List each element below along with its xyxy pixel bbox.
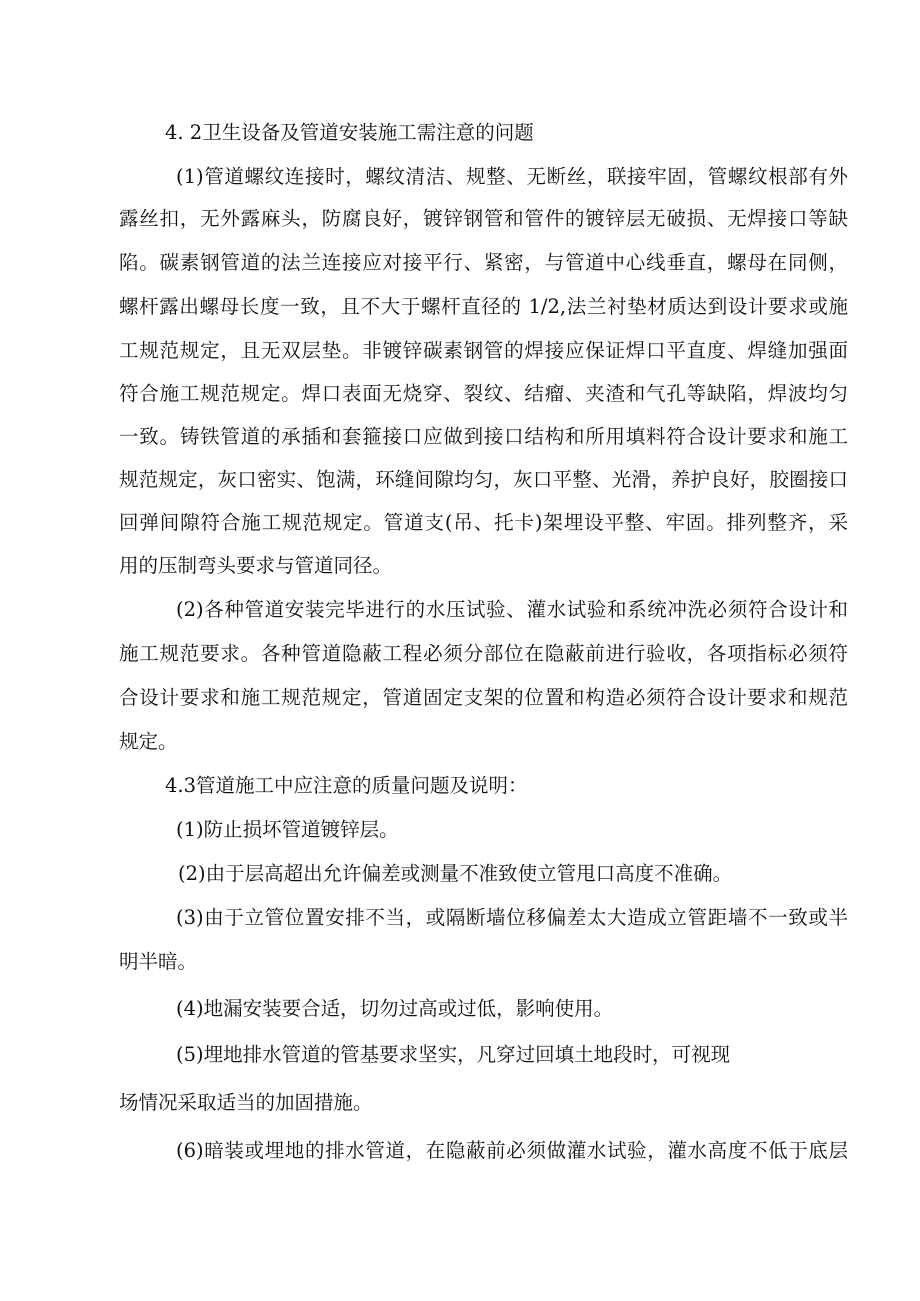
section-heading-4-3: 4.3管道施工中应注意的质量问题及说明： (165, 774, 528, 797)
paragraph-line: 露丝扣，无外露麻头，防腐良好，镀锌钢管和管件的镀锌层无破损、无焊接口等缺 (119, 207, 848, 230)
section-heading-4-2: 4. 2卫生设备及管道安装施工需注意的问题 (165, 121, 534, 144)
list-item: (3)由于立管位置安排不当，或隔断墙位移偏差太大造成立管距墙不一致或半 (176, 906, 848, 929)
paragraph-line: 工规范规定，且无双层垫。非镀锌碳素钢管的焊接应保证焊口平直度、焊缝加强面 (119, 339, 848, 362)
paragraph-line: 规范规定，灰口密实、饱满，环缝间隙均匀，灰口平整、光滑，养护良好，胶圈接口 (119, 468, 848, 491)
list-item-continuation: 明半暗。 (119, 950, 198, 973)
paragraph-line: 符合施工规范规定。焊口表面无烧穿、裂纹、结瘤、夹渣和气孔等缺陷，焊波均匀 (119, 382, 848, 405)
paragraph-line: 一致。铸铁管道的承插和套箍接口应做到接口结构和所用填料符合设计要求和施工 (119, 425, 848, 448)
paragraph-line: 螺杆露出螺母长度一致，且不大于螺杆直径的 1/2,法兰衬垫材质达到设计要求或施 (119, 295, 848, 318)
list-item: (6)暗装或埋地的排水管道，在隐蔽前必须做灌水试验，灌水高度不低于底层 (176, 1139, 848, 1162)
paragraph-line: (1)管道螺纹连接时，螺纹清洁、规整、无断丝，联接牢固，管螺纹根部有外 (176, 165, 848, 188)
paragraph-line: 用的压制弯头要求与管道同径。 (119, 554, 393, 577)
paragraph-line: 规定。 (119, 730, 178, 753)
paragraph-line: (2)各种管道安装完毕进行的水压试验、灌水试验和系统冲洗必须符合设计和 (176, 598, 848, 621)
paragraph-line: 陷。碳素钢管道的法兰连接应对接平行、紧密，与管道中心线垂直，螺母在同侧， (119, 251, 848, 274)
list-item: (2)由于层高超出允许偏差或测量不准致使立管甩口高度不准确。 (178, 862, 733, 885)
list-item-continuation: 场情况采取适当的加固措施。 (119, 1091, 373, 1114)
paragraph-line: 合设计要求和施工规范规定，管道固定支架的位置和构造必须符合设计要求和规范 (119, 686, 848, 709)
paragraph-line: 回弹间隙符合施工规范规定。管道支(吊、托卡)架埋设平整、牢固。排列整齐，采 (119, 511, 848, 534)
list-item: (5)埋地排水管道的管基要求坚实，凡穿过回填土地段时，可视现 (176, 1043, 731, 1066)
list-item: (1)防止损坏管道镀锌层。 (176, 818, 399, 841)
paragraph-line: 施工规范要求。各种管道隐蔽工程必须分部位在隐蔽前进行验收，各项指标必须符 (119, 642, 848, 665)
list-item: (4)地漏安装要合适，切勿过高或过低，影响使用。 (176, 997, 614, 1020)
